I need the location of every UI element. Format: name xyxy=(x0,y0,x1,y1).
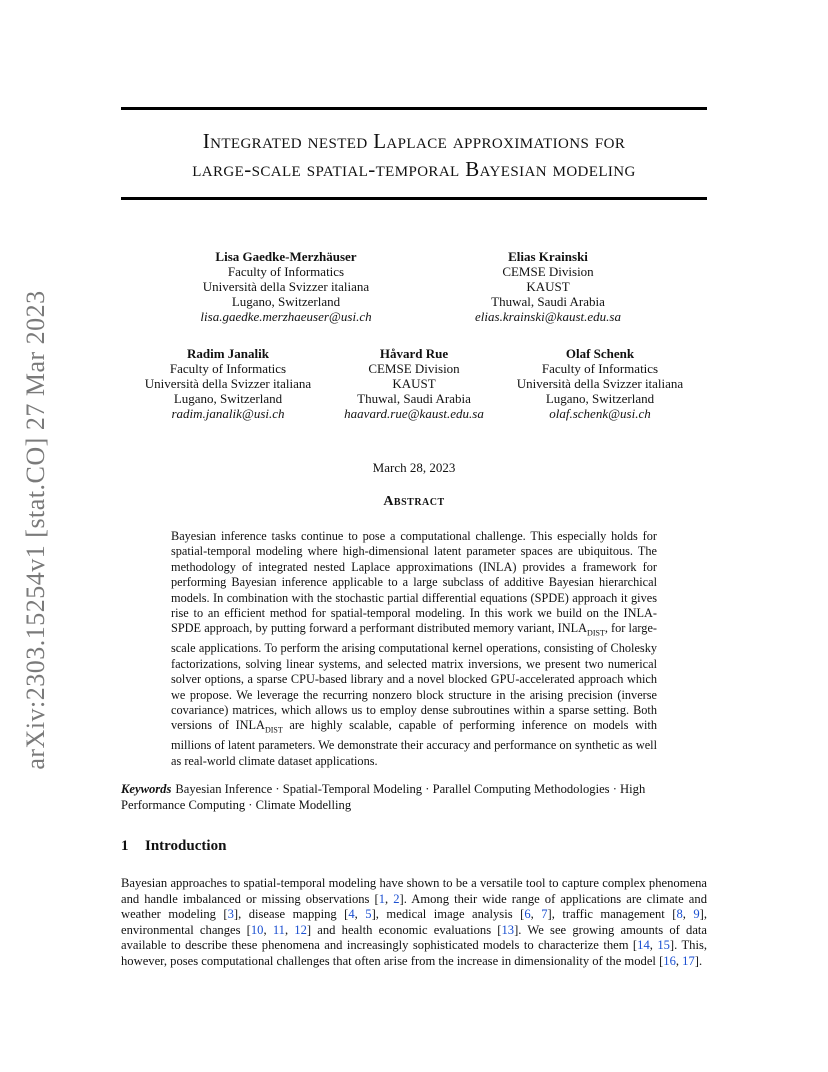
author-block xyxy=(186,249,386,324)
author-institution: Università della Svizzer italiana xyxy=(144,376,312,391)
citation-link[interactable]: 9 xyxy=(693,907,700,922)
section-title: Introduction xyxy=(145,838,227,854)
author-institution: KAUST xyxy=(392,376,436,391)
author-location: Lugano, Switzerland xyxy=(545,391,655,406)
inla-dist-term: $INLA_{DIST}$ xyxy=(557,621,605,638)
citation-link[interactable]: 6 xyxy=(524,907,531,922)
citation-link[interactable]: 5 xyxy=(365,907,372,922)
title-top-rule xyxy=(121,107,707,110)
author-block xyxy=(448,249,648,324)
title-line-2: large-scale spatial-temporal Bayesian modeling xyxy=(192,157,636,181)
author-block xyxy=(500,346,700,421)
author-name: Lisa Gaedke-Merzhäuser xyxy=(215,249,357,264)
citation-link[interactable]: 8 xyxy=(676,907,683,922)
citation-link[interactable]: 10 xyxy=(250,922,264,937)
author-institution: KAUST xyxy=(526,279,570,294)
inla-dist-term: $INLA_{DIST}$ xyxy=(235,718,283,735)
citation-link[interactable]: 13 xyxy=(501,922,515,937)
arxiv-stamp: arXiv:2303.15254v1 [stat.CO] 27 Mar 2023 xyxy=(21,290,50,770)
citation-link[interactable]: 1 xyxy=(378,891,385,906)
keywords xyxy=(121,782,707,813)
section-number: 1 xyxy=(121,838,129,854)
section-heading xyxy=(121,838,226,855)
author-email[interactable]: elias.krainski@kaust.edu.sa xyxy=(475,309,621,324)
citation-link[interactable]: 11 xyxy=(272,922,285,937)
publication-date: March 28, 2023 xyxy=(372,460,456,475)
author-location: Thuwal, Saudi Arabia xyxy=(357,391,471,406)
keywords-label: Keywords xyxy=(121,782,172,796)
citation-link[interactable]: 4 xyxy=(348,907,355,922)
title-bottom-rule xyxy=(121,197,707,200)
citation-link[interactable]: 7 xyxy=(541,907,548,922)
citation-link[interactable]: 15 xyxy=(657,938,670,953)
author-name: Håvard Rue xyxy=(379,346,449,361)
citation-link[interactable]: 2 xyxy=(393,891,400,906)
author-name: Olaf Schenk xyxy=(565,346,635,361)
author-block xyxy=(314,346,514,421)
author-affiliation: Faculty of Informatics xyxy=(541,361,659,376)
author-name: Elias Krainski xyxy=(508,249,588,264)
intro-paragraph: Bayesian approaches to spatial-temporal modeling have shown to be a versatile tool to capture complex phenomena and handle imbalanced or missing observations [1, 2]. Among their wide range of applications are climate and weather modeling [3], disease mapping [4, 5], medical image analysis [6, 7], traffic management [8, 9], environmental changes [10, 11, 12] and health economic evaluations [13]. We see growing amounts of data available to describe these phenomena and increasingly sophisticated models to characterize them [14, 15]. This, however, poses computational challenges that often arise from the increase in dimensionality of the model [16, 17]. xyxy=(121,876,708,968)
citation-link[interactable]: 14 xyxy=(637,938,650,953)
title-line-1: Integrated nested Laplace approximations for xyxy=(202,129,626,153)
author-email[interactable]: haavard.rue@kaust.edu.sa xyxy=(344,406,484,421)
keywords-text: Bayesian Inference · Spatial-Temporal Modeling · Parallel Computing Methodologies · High Performance Computing · Climate Modelling xyxy=(121,782,646,812)
abstract-heading: Abstract xyxy=(383,494,445,509)
author-email[interactable]: lisa.gaedke.merzhaeuser@usi.ch xyxy=(200,309,372,324)
author-affiliation: Faculty of Informatics xyxy=(227,264,345,279)
author-location: Thuwal, Saudi Arabia xyxy=(491,294,605,309)
citation-link[interactable]: 17 xyxy=(682,953,695,968)
author-location: Lugano, Switzerland xyxy=(231,294,341,309)
abstract-text: Bayesian inference tasks continue to pose a computational challenge. This especially holds for spatial-temporal modeling where high-dimensional latent parameter spaces are ubiquitous. The methodology of integrated nested Laplace approximations (INLA) provides a framework for performing Bayesian inference applicable to a large subclass of additive Bayesian hierarchical models. In combination with the stochastic partial differential equations (SPDE) approach it gives rise to an efficient method for spatial-temporal modeling. In this work we build on the INLA-SPDE approach, by putting forward a performant distributed memory variant, $INLA_{DIST}$, for large-scale applications. To perform the arising computational kernel operations, consisting of Cholesky factorizations, solving linear systems, and selected matrix inversions, we present two numerical solver options, a sparse CPU-based library and a novel blocked GPU-accelerated approach which we propose. We leverage the recurring nonzero block structure in the arising precision (inverse covariance) matrices, which allows us to employ dense subroutines within a sparse setting. Both versions of $INLA_{DIST}$ are highly scalable, capable of performing inference on models with millions of latent parameters. We demonstrate their accuracy and performance on synthetic as well as real-world climate dataset applications. xyxy=(171,529,657,768)
citation-link[interactable]: 3 xyxy=(227,907,234,922)
author-affiliation: Faculty of Informatics xyxy=(169,361,287,376)
citation-link[interactable]: 12 xyxy=(294,922,307,937)
author-location: Lugano, Switzerland xyxy=(173,391,283,406)
author-affiliation: CEMSE Division xyxy=(502,264,594,279)
author-block xyxy=(128,346,328,421)
author-email[interactable]: olaf.schenk@usi.ch xyxy=(549,406,651,421)
author-affiliation: CEMSE Division xyxy=(368,361,460,376)
author-name: Radim Janalik xyxy=(187,346,269,361)
author-institution: Università della Svizzer italiana xyxy=(202,279,370,294)
paper-title xyxy=(121,127,707,183)
author-email[interactable]: radim.janalik@usi.ch xyxy=(171,406,285,421)
citation-link[interactable]: 16 xyxy=(663,953,676,968)
author-institution: Università della Svizzer italiana xyxy=(516,376,684,391)
